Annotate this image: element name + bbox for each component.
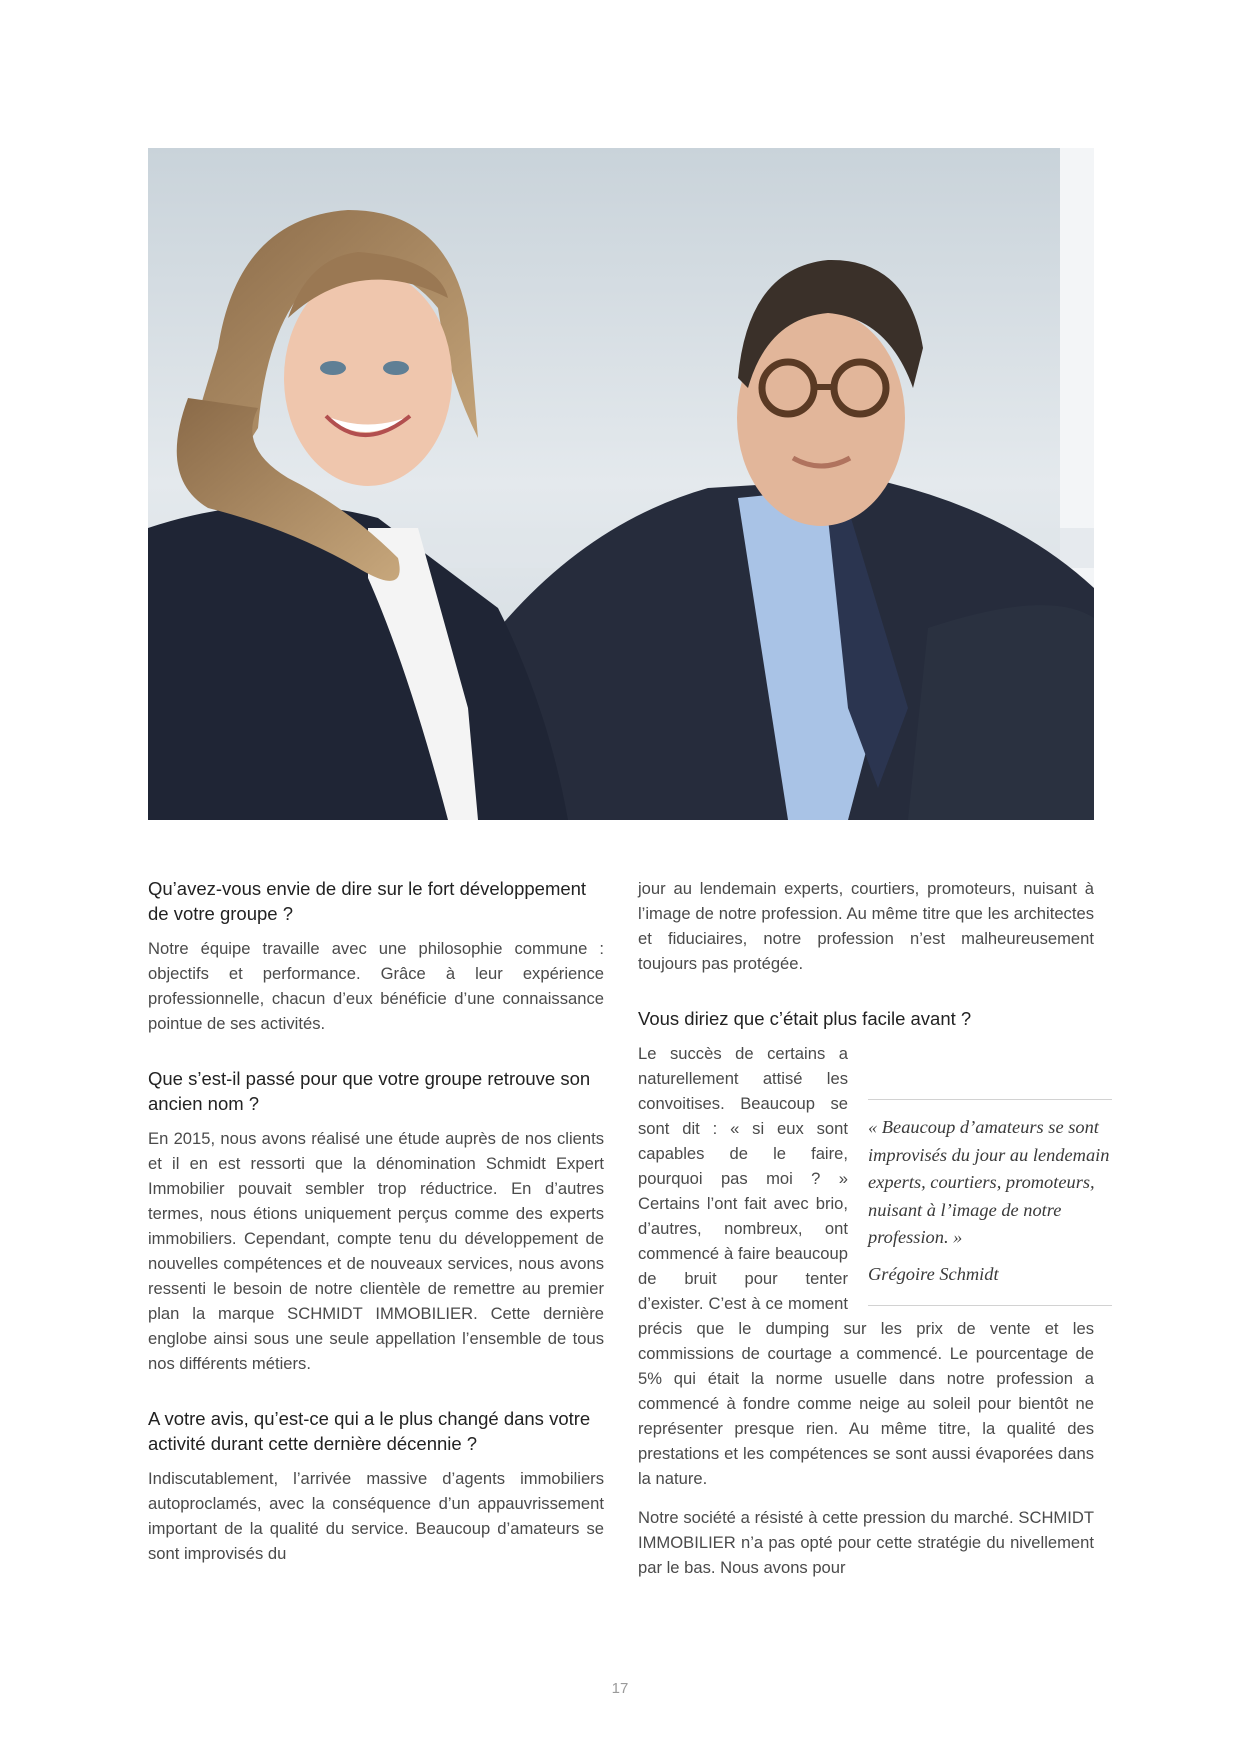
- question-heading: Qu’avez-vous envie de dire sur le fort développement de votre groupe ?: [148, 878, 587, 924]
- answer-paragraph: Indiscutablement, l’arrivée massive d’agents immobiliers autoproclamés, avec la conséquence d’un appauvrissement important de la qualité du service. Beaucoup d’amateurs se sont improvisés du: [148, 1469, 604, 1563]
- answer-paragraph: Le succès de certains a naturellement attisé les convoitises. Beaucoup se sont dit : « si eux sont capables de le faire, pourquoi pas moi ? » Certains l’ont fait avec brio, d’autres, nombreux, ont commencé à faire beaucoup de bruit pour tenter d’exister. C’est à ce moment précis que le dumping sur les prix de vente et les commissions de courtage a commencé. Le pourcentage de 5% qui était la norme usuelle dans notre profession a commencé à fondre comme neige au soleil pour bientôt ne représenter presque rien. Au même titre, la qualité des prestations et les compétences se sont aussi évaporées dans la nature.: [638, 1044, 1094, 1488]
- pull-quote-text: « Beaucoup d’amateurs se sont improvisés du jour au lendemain experts, courtiers, promoteurs, nuisant à l’image de notre profession. »: [868, 1117, 1110, 1247]
- page-number: 17: [611, 1680, 629, 1697]
- portrait-illustration: [148, 148, 1094, 820]
- portrait-photo: [148, 148, 1094, 820]
- answer-paragraph: Notre équipe travaille avec une philosophie commune : objectifs et performance. Grâce à leur expérience professionnelle, chacun d’eux bénéficie d’une connaissance pointue de ses activités.: [148, 939, 604, 1033]
- left-column: [148, 876, 604, 1580]
- right-column: [638, 876, 1110, 1594]
- question-heading: A votre avis, qu’est-ce qui a le plus changé dans votre activité durant cette dernière décennie ?: [148, 1408, 591, 1454]
- answer-paragraph: jour au lendemain experts, courtiers, promoteurs, nuisant à l’image de notre profession. Au même titre que les architectes et fiduciaires, notre profession n’est malheureusement toujours pas protégée.: [638, 879, 1094, 973]
- pull-quote: [868, 1099, 1112, 1306]
- question-heading: Vous diriez que c’était plus facile avant ?: [638, 1008, 972, 1029]
- question-heading: Que s’est-il passé pour que votre groupe retrouve son ancien nom ?: [148, 1068, 591, 1114]
- answer-paragraph: En 2015, nous avons réalisé une étude auprès de nos clients et il en est ressorti que la dénomination Schmidt Expert Immobilier pouvait sembler trop réductrice. En d’autres termes, nous étions uniquement perçus comme des experts immobiliers. Cependant, compte tenu du développement de nouvelles compétences et de nouveaux services, nous avons ressenti le besoin de notre clientèle de remettre au premier plan la marque SCHMIDT IMMOBILIER. Cette dernière englobe ainsi sous une seule appellation l’ensemble de tous nos différents métiers.: [148, 1129, 604, 1373]
- answer-paragraph: Notre société a résisté à cette pression du marché. SCHMIDT IMMOBILIER n’a pas opté pour cette stratégie du nivellement par le bas. Nous avons pour: [638, 1508, 1094, 1577]
- pull-quote-author: Grégoire Schmidt: [868, 1263, 999, 1284]
